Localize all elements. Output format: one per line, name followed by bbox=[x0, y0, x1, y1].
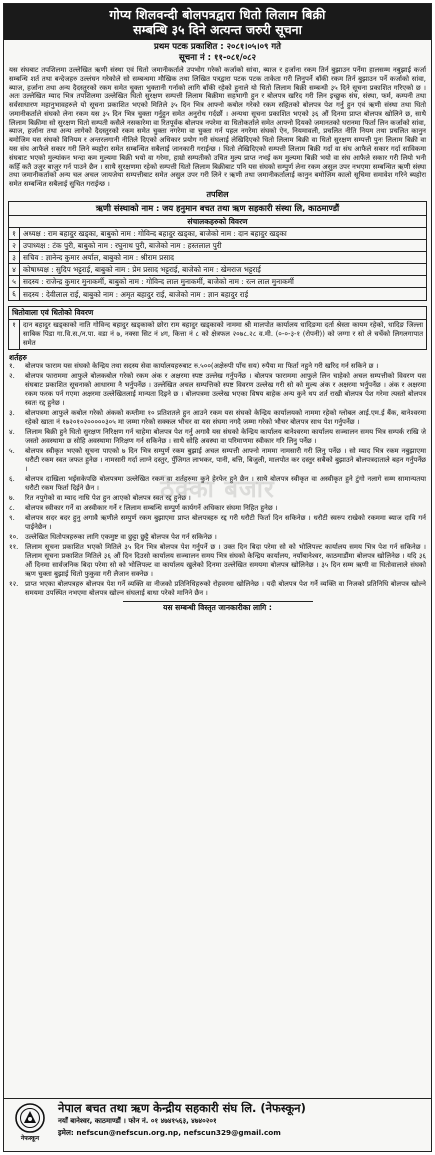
board-member-text: सदस्य : राजेन्द्र कुमार मुनाकर्मी, बाबुको नाम : गोविन्द लाल मुनाकर्मी, बाजेको नाम : रत्न लाल मुनाकर्मी bbox=[23, 277, 294, 287]
nefscun-logo bbox=[4, 1099, 56, 1151]
term-item bbox=[9, 428, 426, 446]
term-number: ६. bbox=[9, 474, 15, 483]
row-number: १ bbox=[9, 228, 20, 239]
term-number: ५. bbox=[9, 447, 15, 456]
borrower-name: ऋणी संस्थाको नाम : जय हनुमान बचत तथा ऋण सहकारी संस्था लि, काठमाण्डौं bbox=[9, 202, 426, 216]
term-text: रित नपुगेको वा म्याद नाघि पेश हुन आएको बोलपत्र स्वत रद्द हुनेछ । bbox=[25, 493, 191, 502]
property-title: धितोवाला एवं धितोको विवरण bbox=[9, 307, 426, 320]
term-number: ११. bbox=[9, 542, 19, 551]
board-member-row bbox=[9, 288, 426, 300]
logo-label: नेफस्कून bbox=[20, 1135, 40, 1142]
notice-number: सूचना नं : ११-०८१/०८२ bbox=[178, 53, 257, 64]
term-item bbox=[9, 372, 426, 408]
row-number: ५ bbox=[9, 276, 20, 287]
term-item bbox=[9, 362, 426, 371]
nefscun-logo-icon bbox=[14, 1102, 46, 1134]
row-number: १ bbox=[9, 320, 20, 349]
term-text: बोलपत्र स्वीकृत भएको सूचना पाएको ७ दिन भित्र सम्पुर्ण रकम बुझाई अचल सम्पत्ती आफ्नो नाममा नामसारी गरी लिनु पर्नेछ । सो म्याद भित्र रकम नबुझाएमा धरौटी रकम स्वत जफत हुनेछ । नामसारी गर्दा लाग्ने दस्तुर, पुँजिगत लाभकर, पानी, बत्ति, बिजुली, मालपोत कर दस्तुर सबैको बुझाउने बोलपत्रदाताले बहन गर्नुपर्नेछ । bbox=[25, 447, 426, 473]
term-number: ७. bbox=[9, 493, 15, 502]
footer-note: यस सम्बन्धी विस्तृत जानकारीका लागि : bbox=[123, 601, 313, 613]
term-number: २. bbox=[9, 372, 15, 381]
publication-info bbox=[4, 40, 431, 64]
board-member-row bbox=[9, 228, 426, 240]
term-item bbox=[9, 533, 426, 542]
term-text: उल्लेखित धितोपत्रहरुका लागि एकमुष्ट वा छुट्टा छुट्टै बोलपत्र पेश गर्न सकिनेछ । bbox=[25, 532, 217, 541]
property-table bbox=[8, 306, 427, 350]
term-number: १. bbox=[9, 362, 15, 371]
board-member-text: सचिव : ज्ञानेन्द कुमार अर्याल, बाबुको नाम : श्रीराम प्रसाद bbox=[23, 253, 175, 263]
property-row bbox=[9, 320, 426, 349]
term-text: बोलपत्र फाराम यस संघको केन्द्रिय तथा सदस्य सेवा कार्यालयहरुबाट रु.५००(अक्षेरुपी पाँच सय) रुपैया मा फिर्ता नहुने गरी खरिद गर्न सकिने छ । bbox=[25, 362, 379, 371]
term-item bbox=[9, 504, 426, 513]
tapsil-heading: तपशिल bbox=[206, 189, 229, 199]
term-number: ३. bbox=[9, 409, 15, 418]
board-member-text: अध्यक्ष : राम बहादुर खड्का, बाबुको नाम : गोविन्द बहादुर खड्का, बाजेको नाम : दान बहादुर खड्का bbox=[23, 229, 287, 239]
notice-page bbox=[3, 3, 432, 1152]
board-heading: संचालकहरुको विवरण bbox=[9, 216, 426, 229]
watermark-logo: ठेक्का बजार bbox=[160, 475, 275, 503]
board-member-text: सदस्य : देवीलाल राई, बाबुको नाम : अमृत बहादुर राई, बाजेको नाम : ज्ञान बहादुर राई bbox=[23, 289, 249, 299]
term-text: बोलपत्र सदर बदर हुनु अगावै ऋणीले सम्पुर्ण रकम बुझाएमा प्राप्त बोलपत्रहरु रद्द गरी धरौटी फिर्ता दिन सकिनेछ । धरौटी स्वरुप राखेको रकममा ब्याज दावि गर्न पाईनेछैन । bbox=[25, 513, 426, 531]
term-text: लिलाम सूचना प्रकाशित भएको मितिले ३५ दिन भित्र बोलपत्र पेश गर्नुपर्ने छ । उक्त दिन बिदा परेमा सो को भोलिपल्ट कार्यालय समय भित्र पेश गर्न सकिनेछ । लिलाम सूचना प्रकाशित मितिले ३६ औं दिन दिउसो कार्यालय सञ्चालन समय भित्र संघको केन्द्रिय कार्यालय, नयाँबानेश्वर, काठमाडौंमा बोलपत्र खोलिनेछ । यदि ३६ औं दिनमा सार्वजनिक बिदा परेमा सो को भोलिपल्ट वा कार्यालय खुलेको दिनमा उल्लेखित समयमा बोलपत्र खोलिनेछ । ३५ दिन सम्म ऋणी वा धितोवालाले संघको ऋण चुक्ता बुझाई धितो फुकुवा गरी लैजान सक्नेछ । bbox=[25, 542, 426, 578]
term-number: १०. bbox=[9, 532, 19, 541]
terms-heading: शर्तहरु bbox=[9, 352, 27, 362]
board-member-row bbox=[9, 252, 426, 264]
term-item bbox=[9, 514, 426, 532]
row-number: ६ bbox=[9, 288, 20, 300]
borrower-table bbox=[8, 201, 427, 301]
term-text: बोलपत्र स्वीकार गर्ने वा अस्वीकार गर्ने र लिलाम सम्बन्धि सम्पुर्ण कार्यगर्ने अधिकार संघमा निहित हुनेछ । bbox=[25, 503, 278, 512]
term-text: प्राप्त भएका बोलपत्रहरु बोलपत्र पेश गर्ने व्यक्ति वा नीजको प्रतिनिधिहरुको रोहवरमा खोलिनेछ । यदी बोलपत्र पेश गर्ने व्यक्ति वा निजको प्रतिनिधि बोलपत्र खोल्ने समयमा उपस्थित नभएमा बोलपत्र खोल्न संघलाई बाधा परेको मानिने छैन । bbox=[25, 579, 426, 597]
intro-paragraph: यस संघबाट तपशिलमा उल्लेखित ऋणी संस्था एवं धितो जमानीकर्ताले उपभोग गरेको कर्जाको सांवा, ब्याज र हर्जाना रकम तिर्न बुझाउन पर्नेमा हालसम्म नबुझाई कर्जा सम्बन्धि शर्त तथा बन्देजहरु उल्लंघन गरेकोले सो सम्बन्धमा मौखिक तथा लिखित पत्रद्वारा पटक पटक ताकेता गरी लिनुपर्ने बाँकी रकम तिर्न बुझाउन पर्ने कर्जाको सांवा, ब्याज, हर्जाना तथा अन्य दैदस्तुरको रकम समेत चुक्ता भुक्तानी गर्नाको लागि बाँकी रहेको हुनाले यो धितो लिलाम बिक्री सम्बन्धी ३५ दिने सूचना प्रकाशित गरिएको छ । अतः उल्लेखित म्याद भित्र तपशिलमा उल्लेखित धितो सुरक्षण सम्पत्ती लिलाम बिक्रीमा सहभागी हुन र बोलपत्र खरिद गरी लिन इच्छुक संघ, संस्था, फर्म, कम्पनी तथा सर्वसाधारण महानुभावहरुले यो सूचना प्रकाशित भएको मितिले ३५ दिन भित्र आफ्नो कबोल गरेको रकम सहितको बोलपत्र पेश गर्नु हुन एवं ऋणी संस्था तथा धितो जमानीकर्ताले संघको लेना रकम यस ३५ दिन भित्र चुक्ता गर्नुहुन समेत अनुरोध गर्दछौं । अन्यथा सूचना प्रकाशित भएको ३६ औं दिनमा प्राप्त बोलपत्र खोलिने छ, साथै लिलाम बिक्रीमा सो सुरक्षण धितो सम्पती कसैले नसकारेमा वा रितपूर्वक बोलपत्र नपरेमा वा धितोकर्ताले समेत आफ्नो दियको जमानतको धरानमा फिर्ता लिन कर्जाको सांवा, ब्याज, हर्जाना तथा अन्य लागेको दैदस्तुरको रकम समेत चुक्ता नगरेमा वा चुक्ता गर्न पहल नगरेमा संघको ऐन, नियमावली, प्रचलित नीति नियम तथा प्रचलित कानुन बमोजिम यस संघको विनियम र अन्तरलगानी नीतिले दिएको अधिकार प्रयोग गरी संघलाई लेखिदिएको धितो लिलाम बिक्री वा धितो सुरक्षण सम्पत्ती पुनः लिलाम बिक्री वा यस संघ आफैले सकार गरी लिने ब्यहोरा समेत सम्बन्धित सबैलाई जानकारी गराईन्छ । धितो लेखिदिएको सम्पत्ती लिलाम बिक्री गर्दा वा संघ आफैले सकार गर्दा साविकमा संघबाट भएको मुल्यांकन भन्दा कम मुल्यमा बिक्री भयो वा गरेमा, हाम्रो सम्पतीको उचित मुल्य प्राप्त नभई कम मुल्यमा बिक्री भयो वा संघ आफैले सकार गरी लियो भनी कहिँ कतै उजुर बाजुर गर्न पाउने छैन । साथै सुरक्षणमा रहेको सम्पत्ती धितो लिलाम बिक्रीबाट पनि यस संघको सम्पुर्ण लेना रकम असुल उपर नभएमा सम्बन्धित ऋणी संस्था तथा जमानीकर्ताको अन्य चल अचल जायजेथा सम्पत्तीबाट समेत असुल उपर गरी लिने र ऋणी तथा जमानीकर्तालाई कानुन बमोजिम कालो सूचिमा समावेश गरिने ब्यहोरा समेत सम्बन्धित सबैलाई सुचित गराईन्छ । bbox=[9, 66, 426, 189]
term-number: ८. bbox=[9, 503, 15, 512]
organization-email: इमेल: nefscun@nefscun.org.np, nefscun329@gmail.com bbox=[58, 1127, 281, 1137]
board-member-row bbox=[9, 240, 426, 252]
footer bbox=[4, 1098, 431, 1151]
property-list bbox=[9, 320, 426, 349]
row-number: ४ bbox=[9, 264, 20, 275]
term-item bbox=[9, 409, 426, 427]
row-number: ३ bbox=[9, 252, 20, 263]
notice-title-line1: गोप्य शिलवन्दी बोलपत्रद्वारा धितो लिलाम बिक्री bbox=[109, 7, 326, 22]
board-member-text: कोषाध्यक्ष : सुदिप भट्टराई, बाबुको नाम : प्रेम प्रसाद भट्टराई, बाजेको नाम : खेमराज भट्टराई bbox=[23, 265, 261, 275]
notice-title-line2: सम्बन्धि ३५ दिने अत्यन्त जरुरी सूचना bbox=[133, 22, 302, 37]
notice-header bbox=[4, 4, 431, 40]
term-item bbox=[9, 543, 426, 579]
property-text: दान बहादुर खड्काको नाति गोविन्द बहादुर खड्काको छोरा राम बहादुर खड्काको नाममा श्री मालपोत कार्यालय धादिङमा दर्ता श्रेस्ता कायम रहेको, धादिङ जिल्ला साबिक पिडा गा.वि.स./न.पा. वडा नं ७, नक्सा सिट नं ४ग, कित्ता नं ८ को क्षेत्रफल २०७८.२८ व.मी. (०-०-३-१ (रोपनी)) को जग्गा र सो ले चर्चेको लिगलगापात समेत bbox=[23, 320, 424, 347]
term-text: बोलपत्र दाखिला भईसकेपछि बोलपत्रमा उल्लेखित रकम वा शर्तहरुमा कुने हेरफेर हुने छैन । साथै बोलपत्र स्वीकृत वा अस्वीकृत हुने टुंगो नलागे सम्म सामान्यतया धरौटी रकम फिर्ता दिईने छैन । bbox=[25, 474, 426, 492]
term-number: ४. bbox=[9, 428, 15, 437]
term-number: ९. bbox=[9, 513, 15, 522]
organization-address: नयाँ बानेश्वर, काठमाण्डौं । फोन नं. ०१ ४७४१५६३, ४७४०२०१ bbox=[58, 1116, 217, 1125]
term-text: बोलपत्रमा आफुले कबोल गरेको अंकको कम्तीमा १० प्रतिशतले हुन आउने रकम यस संघको केन्द्रिय कार्यालयको नाममा रहेको ग्लोबल आई.एम.ई बैंक, बानेश्वरमा रहेको खाता नं १७२०१०२०००००३०५ मा जम्मा गरेको सक्कल भौचर वा यस संघमा नगदै जम्मा गरेको भौचर बोलपत्र साथ पेश गर्नुपर्नेछ । bbox=[25, 409, 426, 427]
contact-info bbox=[56, 1099, 431, 1151]
row-number: २ bbox=[9, 240, 20, 251]
board-member-row bbox=[9, 264, 426, 276]
first-published-date: प्रथम पटक प्रकाशित : २०८१।०५।०९ गते bbox=[153, 42, 281, 52]
term-text: बोलपत्र फाराममा आफुले बोलकबोल गरेको रकम अंक र अक्षरमा स्पष्ट उल्लेख गर्नुपर्नेछ । बोलपत्र फाराममा आफुले लिन चाहेको अचल सम्पत्तीको विवरण यस संघबाट प्रकाशित सूचनाको आधारमा नै भर्नुपर्नेछ । उल्लेखित अचल सम्पत्तिको स्पष्ट विवरण उल्लेख गरी सो को मुल्य अंक र अक्षरमा भर्नुपर्नेछ । अंक र अक्षरमा रकम फरक पर्न गएमा अक्षरमा उल्लेखितलाई मान्यता दिइने छ । बोलपत्रमा उल्लेख भएका विषय बाहेक अन्य कुने थप शर्त राखी बोलपत्र पेश गरेमा त्यस्तो बोलपत्र स्वतः रद्द हुनेछ । bbox=[25, 372, 426, 408]
term-text: लिलाम बिक्री हुने धितो सुरक्षण निरिक्षण गर्न चाहेमा बोलपत्र पेश गर्नु अगावै यस संघको केन्द्रिय कार्यालय बानेश्वरमा कार्यालय सञ्चालन समय भित्र सम्पर्क राखि जे जस्तो अवस्थामा छ सोहि अवस्थामा निरिक्षण गर्न सकिनेछ । साथै सोहि अवस्था वा परिमाणमा स्वीकार गरि लिनु पर्नेछ । bbox=[25, 428, 426, 446]
term-item bbox=[9, 447, 426, 474]
board-member-list bbox=[9, 228, 426, 300]
board-member-row bbox=[9, 276, 426, 288]
board-member-text: उपाध्यक्ष : टंक पुरी, बाबुको नाम : रघुनाथ पुरी, बाजेको नाम : हस्तलाल पुरी bbox=[23, 241, 222, 251]
term-number: १२. bbox=[9, 579, 19, 588]
term-item bbox=[9, 580, 426, 598]
organization-name: नेपाल बचत तथा ऋण केन्द्रीय सहकारी संघ लि. (नेफस्कून) bbox=[58, 1101, 306, 1115]
